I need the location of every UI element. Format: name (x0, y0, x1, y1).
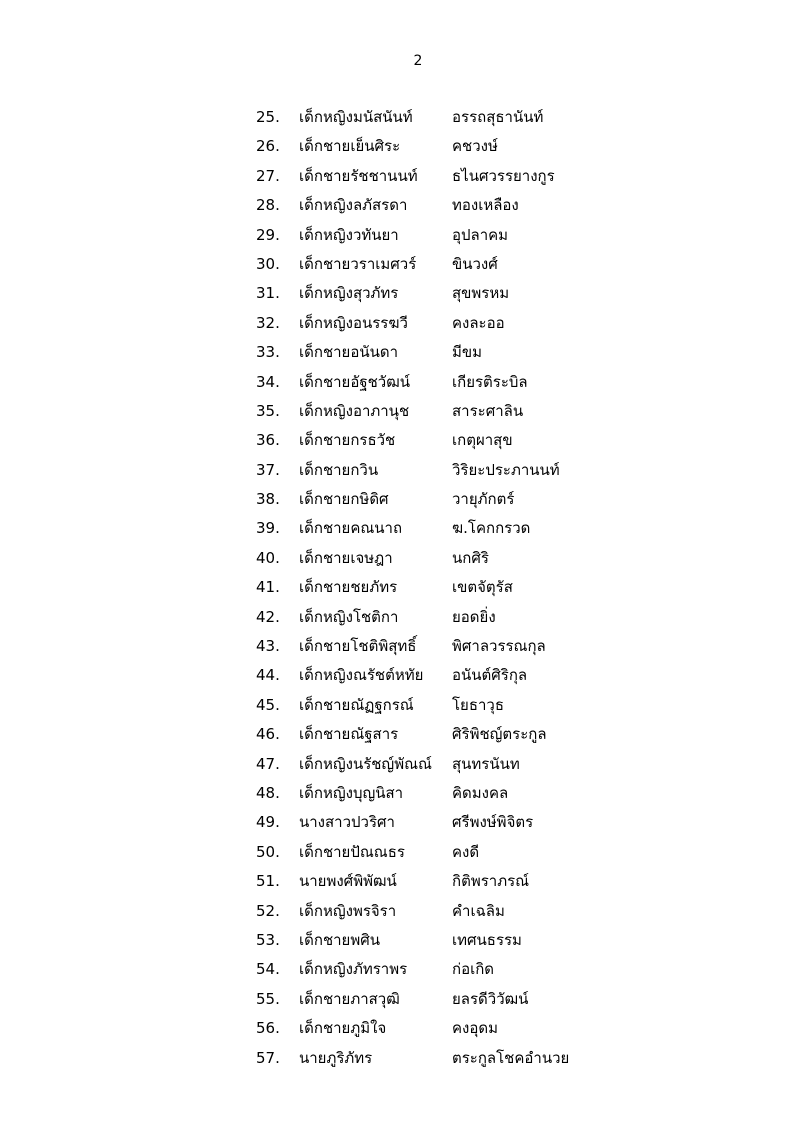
entry-number: 44. (256, 666, 280, 685)
name-list (0, 104, 794, 1074)
entry-number: 55. (256, 989, 280, 1008)
entry-number: 34. (256, 372, 280, 391)
entry-number: 46. (256, 725, 280, 744)
entry-given-name: เด็กหญิงอาภานุช (299, 401, 410, 420)
entry-number: 57. (256, 1048, 280, 1067)
entry-surname: คิดมงคล (452, 783, 509, 802)
list-item (0, 545, 794, 574)
entry-surname: โยธาวุธ (452, 695, 505, 714)
entry-number: 51. (256, 872, 280, 891)
entry-surname: คำเฉลิม (452, 901, 505, 920)
entry-given-name: เด็กชายกวิน (299, 460, 379, 479)
entry-given-name: นายภูริภัทร (299, 1048, 373, 1067)
list-item (0, 222, 794, 251)
entry-number: 27. (256, 166, 280, 185)
entry-surname: พิศาลวรรณกุล (452, 637, 546, 656)
entry-given-name: เด็กชายอัฐชวัฒน์ (299, 372, 411, 391)
entry-surname: ก่อเกิด (452, 960, 495, 979)
entry-given-name: เด็กหญิงณรัชต์หทัย (299, 666, 424, 685)
entry-number: 26. (256, 137, 280, 156)
entry-given-name: นางสาวปวริศา (299, 813, 395, 832)
list-item (0, 280, 794, 309)
entry-surname: ศิริพิชญ์ตระกูล (452, 725, 547, 744)
list-item (0, 1045, 794, 1074)
entry-given-name: เด็กหญิงภัทราพร (299, 960, 408, 979)
entry-given-name: เด็กชายณัฏฐกรณ์ (299, 695, 414, 714)
entry-number: 28. (256, 196, 280, 215)
entry-number: 31. (256, 284, 280, 303)
entry-given-name: เด็กหญิงสุวภัทร (299, 284, 399, 303)
entry-given-name: เด็กชายอนันดา (299, 343, 399, 362)
list-item (0, 809, 794, 838)
entry-number: 33. (256, 343, 280, 362)
list-item (0, 427, 794, 456)
list-item (0, 956, 794, 985)
entry-number: 36. (256, 431, 280, 450)
list-item (0, 721, 794, 750)
entry-number: 47. (256, 754, 280, 773)
list-item (0, 780, 794, 809)
entry-surname: ฆ.โคกกรวด (452, 519, 531, 538)
list-item (0, 192, 794, 221)
entry-surname: อนันต์ศิริกุล (452, 666, 528, 685)
entry-given-name: เด็กชายปัณณธร (299, 842, 405, 861)
entry-surname: ทองเหลือง (452, 196, 519, 215)
list-item (0, 751, 794, 780)
list-item (0, 339, 794, 368)
entry-surname: นกศิริ (452, 548, 489, 567)
entry-surname: สุขพรหม (452, 284, 510, 303)
entry-surname: คงละออ (452, 313, 505, 332)
entry-surname: สาระศาลิน (452, 401, 524, 420)
entry-surname: ยลรดีวิวัฒน์ (452, 989, 529, 1008)
entry-given-name: เด็กชายภาสวุฒิ (299, 989, 400, 1008)
list-item (0, 310, 794, 339)
entry-number: 29. (256, 225, 280, 244)
entry-surname: ขินวงศ์ (452, 254, 498, 273)
entry-given-name: เด็กชายกษิดิศ (299, 490, 389, 509)
entry-surname: กิติพราภรณ์ (452, 872, 530, 891)
list-item (0, 251, 794, 280)
entry-given-name: เด็กหญิงโชติกา (299, 607, 399, 626)
list-item (0, 163, 794, 192)
entry-number: 32. (256, 313, 280, 332)
entry-given-name: เด็กชายรัชชานนท์ (299, 166, 418, 185)
entry-given-name: เด็กชายภูมิใจ (299, 1019, 387, 1038)
list-item (0, 1015, 794, 1044)
entry-number: 43. (256, 637, 280, 656)
entry-surname: สุนทรนันท (452, 754, 520, 773)
list-item (0, 457, 794, 486)
entry-surname: เทศนธรรม (452, 930, 522, 949)
entry-surname: เกียรติระบิล (452, 372, 528, 391)
entry-number: 35. (256, 401, 280, 420)
entry-given-name: เด็กชายเย็นศิระ (299, 137, 401, 156)
entry-surname: คงดี (452, 842, 480, 861)
entry-number: 52. (256, 901, 280, 920)
entry-number: 49. (256, 813, 280, 832)
entry-given-name: เด็กหญิงวทันยา (299, 225, 399, 244)
list-item (0, 515, 794, 544)
list-item (0, 133, 794, 162)
list-item (0, 486, 794, 515)
entry-given-name: นายพงศ์พิพัฒน์ (299, 872, 397, 891)
entry-number: 50. (256, 842, 280, 861)
entry-given-name: เด็กชายวราเมศวร์ (299, 254, 417, 273)
entry-number: 53. (256, 930, 280, 949)
entry-given-name: เด็กหญิงบุญนิสา (299, 783, 404, 802)
entry-number: 38. (256, 490, 280, 509)
entry-given-name: เด็กหญิงนรัชญ์พัณณ์ (299, 754, 432, 773)
entry-number: 37. (256, 460, 280, 479)
entry-surname: มีขม (452, 343, 483, 362)
list-item (0, 927, 794, 956)
entry-surname: วายุภักตร์ (452, 490, 515, 509)
entry-number: 45. (256, 695, 280, 714)
entry-number: 41. (256, 578, 280, 597)
entry-surname: ตระกูลโชคอำนวย (452, 1048, 570, 1067)
entry-given-name: เด็กหญิงลภัสรดา (299, 196, 408, 215)
entry-given-name: เด็กหญิงมนัสนันท์ (299, 108, 413, 126)
entry-number: 25. (256, 108, 280, 126)
entry-surname: อุปลาคม (452, 225, 509, 244)
entry-surname: ยอดยิ่ง (452, 607, 496, 626)
entry-given-name: เด็กชายเจษฎา (299, 548, 393, 567)
list-item (0, 604, 794, 633)
entry-number: 54. (256, 960, 280, 979)
entry-given-name: เด็กชายกรธวัช (299, 431, 396, 450)
list-item (0, 574, 794, 603)
entry-given-name: เด็กชายคณนาถ (299, 519, 403, 538)
entry-given-name: เด็กชายพศิน (299, 930, 381, 949)
entry-given-name: เด็กหญิงอนรรฆวี (299, 313, 408, 332)
list-item (0, 369, 794, 398)
entry-surname: คงอุดม (452, 1019, 498, 1038)
list-item (0, 104, 794, 133)
entry-number: 56. (256, 1019, 280, 1038)
list-item (0, 839, 794, 868)
entry-given-name: เด็กหญิงพรจิรา (299, 901, 397, 920)
entry-surname: วิริยะประภานนท์ (452, 460, 560, 479)
list-item (0, 898, 794, 927)
entry-number: 40. (256, 548, 280, 567)
page-number: 2 (413, 53, 423, 69)
entry-number: 30. (256, 254, 280, 273)
entry-given-name: เด็กชายณัฐสาร (299, 725, 399, 744)
entry-number: 42. (256, 607, 280, 626)
entry-given-name: เด็กชายโชติพิสุทธิ์ (299, 637, 417, 656)
entry-number: 48. (256, 783, 280, 802)
entry-surname: เขตจัตุรัส (452, 578, 513, 597)
entry-given-name: เด็กชายชยภัทร (299, 578, 398, 597)
list-item (0, 662, 794, 691)
entry-surname: ธไนศวรรยางกูร (452, 166, 555, 185)
entry-surname: เกตุผาสุข (452, 431, 513, 450)
list-item (0, 868, 794, 897)
entry-surname: คชวงษ์ (452, 137, 498, 156)
list-item (0, 398, 794, 427)
entry-surname: ศรีพงษ์พิจิตร (452, 813, 534, 832)
list-item (0, 986, 794, 1015)
list-item (0, 692, 794, 721)
entry-number: 39. (256, 519, 280, 538)
entry-surname: อรรถสุธานันท์ (452, 108, 544, 126)
list-item (0, 633, 794, 662)
